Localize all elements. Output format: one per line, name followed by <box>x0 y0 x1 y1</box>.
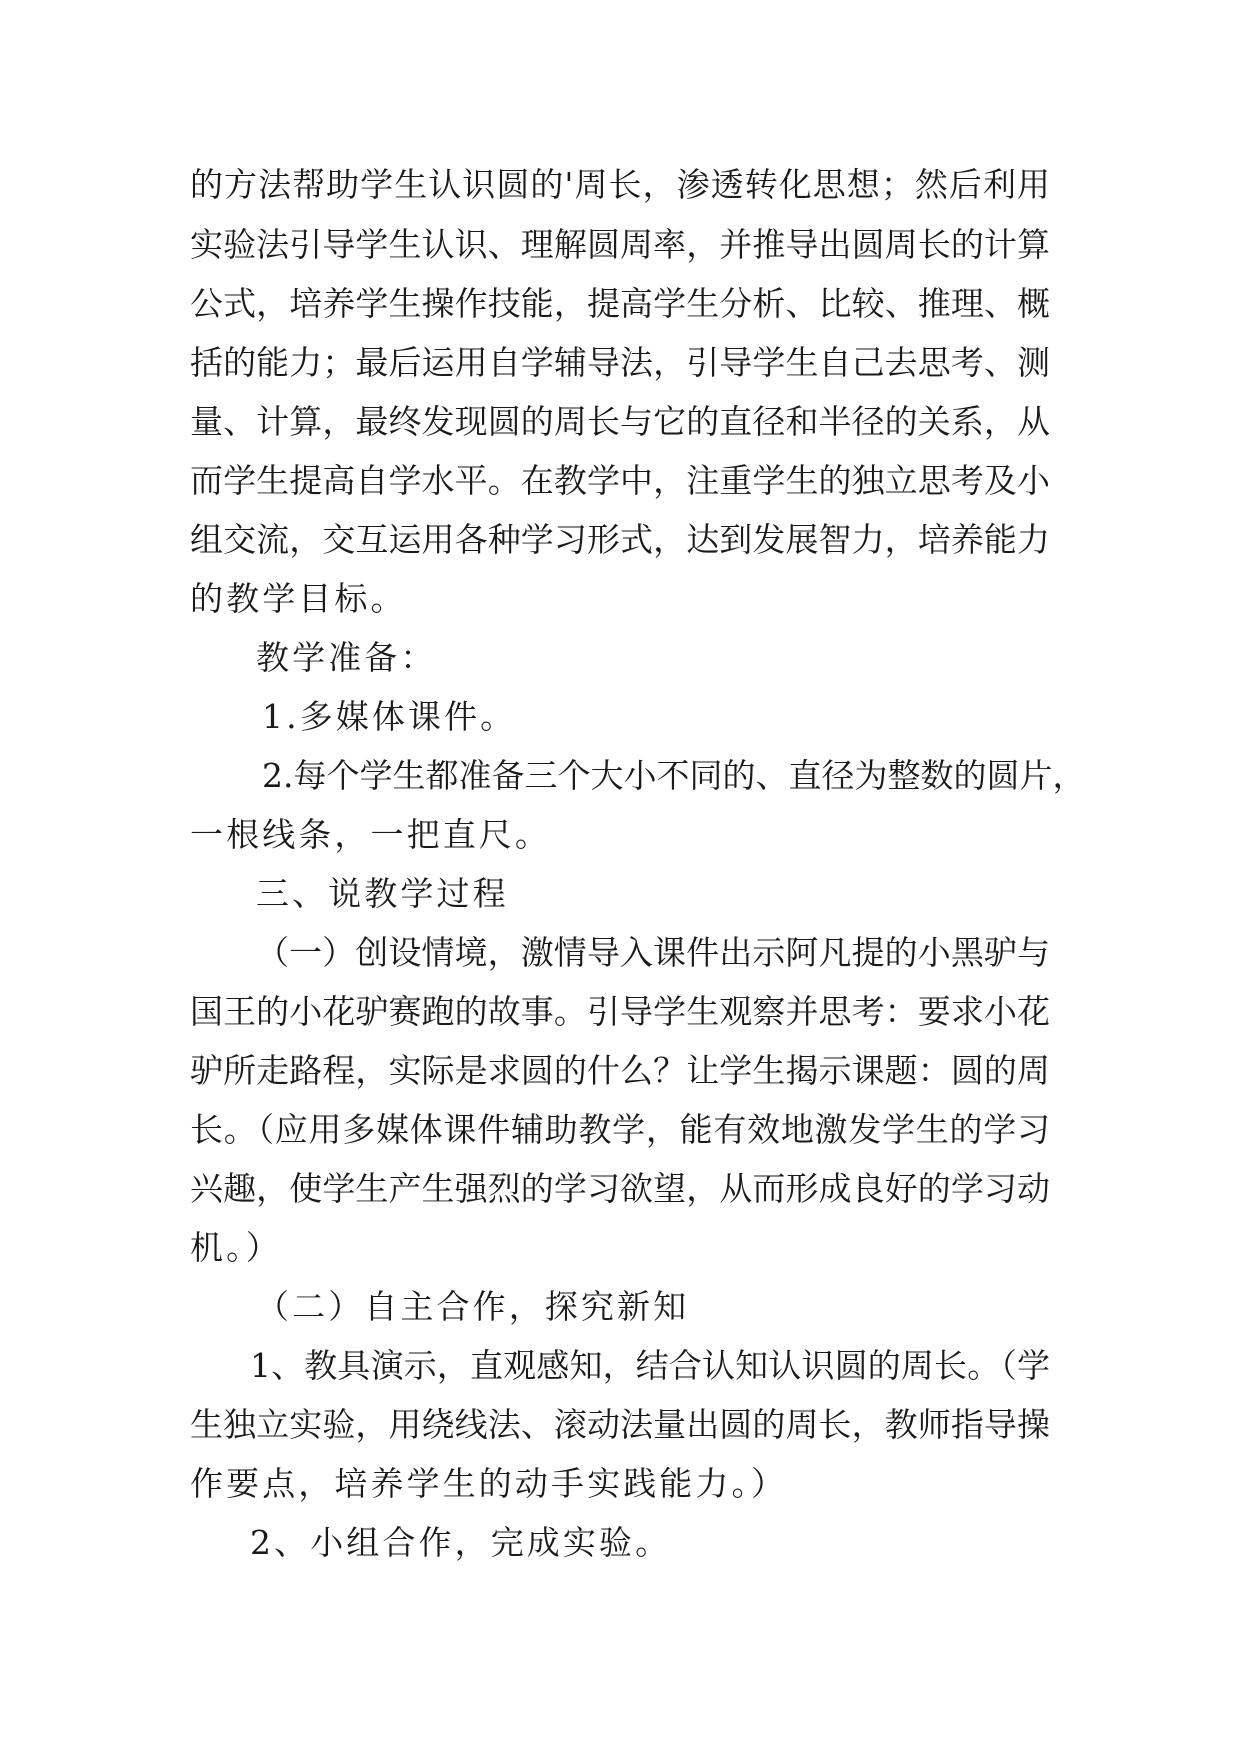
paragraph-line: 公式，培养学生操作技能，提高学生分析、比较、推理、概 <box>190 284 1050 323</box>
paragraph-line: 的教学目标。 <box>190 579 407 618</box>
paragraph-line: 一根线条，一把直尺。 <box>190 815 551 854</box>
paragraph-line: 作要点，培养学生的动手实践能力。） <box>190 1464 788 1503</box>
paragraph-line: 2、小组合作，完成实验。 <box>250 1523 672 1562</box>
paragraph-line: 实验法引导学生认识、理解圆周率，并推导出圆周长的计算 <box>190 225 1050 264</box>
paragraph-line: 1、教具演示，直观感知，结合认知认识圆的周长。（学 <box>250 1346 1050 1385</box>
paragraph-line: 的方法帮助学生认识圆的'周长，渗透转化思想；然后利用 <box>190 165 1050 204</box>
paragraph-line: 而学生提高自学水平。在教学中，注重学生的独立思考及小 <box>190 461 1050 500</box>
section-heading: 三、说教学过程 <box>256 874 509 913</box>
paragraph-line: 生独立实验，用绕线法、滚动法量出圆的周长，教师指导操 <box>190 1405 1050 1444</box>
paragraph-line: 量、计算，最终发现圆的周长与它的直径和半径的关系，从 <box>190 402 1050 441</box>
paragraph-line: 驴所走路程，实际是求圆的什么？让学生揭示课题：圆的周 <box>190 1051 1050 1090</box>
section-heading: 教学准备： <box>256 638 437 677</box>
paragraph-line: 括的能力；最后运用自学辅导法，引导学生自己去思考、测 <box>190 343 1050 382</box>
section-heading: （二）自主合作，探究新知 <box>256 1287 690 1326</box>
paragraph-line: 组交流，交互运用各种学习形式，达到发展智力，培养能力 <box>190 520 1050 559</box>
list-item: 1.多媒体课件。 <box>262 697 517 736</box>
paragraph-line: 长。（应用多媒体课件辅助教学，能有效地激发学生的学习 <box>190 1110 1050 1149</box>
paragraph-line: 机。） <box>190 1228 282 1267</box>
paragraph-line: （一）创设情境，激情导入课件出示阿凡提的小黑驴与 <box>256 933 1050 972</box>
paragraph-line: 兴趣，使学生产生强烈的学习欲望，从而形成良好的学习动 <box>190 1169 1050 1208</box>
list-item: 2.每个学生都准备三个大小不同的、直径为整数的圆片， <box>262 756 1086 795</box>
paragraph-line: 国王的小花驴赛跑的故事。引导学生观察并思考：要求小花 <box>190 992 1050 1031</box>
